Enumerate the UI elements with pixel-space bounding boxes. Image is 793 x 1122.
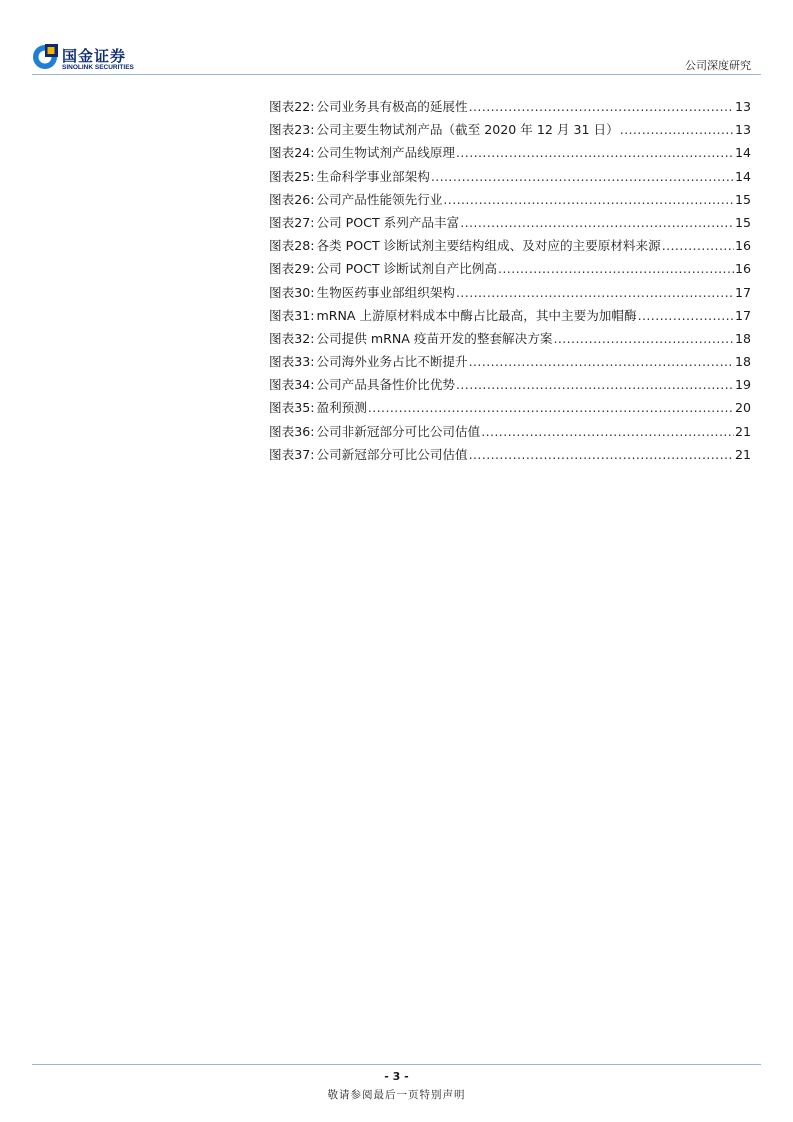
toc-entry-page: 20 xyxy=(734,400,751,416)
toc-entry-title: 生命科学事业部架构 xyxy=(316,168,430,184)
toc-entry[interactable] xyxy=(269,258,751,281)
toc-entry[interactable] xyxy=(269,374,751,397)
report-type: 公司深度研究 xyxy=(685,59,751,72)
toc-entry-page: 14 xyxy=(734,145,751,161)
toc-entry[interactable] xyxy=(269,351,751,374)
company-logo xyxy=(32,44,152,76)
toc-entry-page: 13 xyxy=(734,122,751,138)
toc-dot-leader xyxy=(469,354,734,369)
toc-dot-leader xyxy=(553,331,734,346)
toc-entry-title: 公司新冠部分可比公司估值 xyxy=(316,446,468,462)
toc-entry-title: 公司主要生物试剂产品（截至 2020 年 12 月 31 日） xyxy=(316,122,619,138)
sinolink-logo-icon xyxy=(32,44,58,70)
toc-entry-page: 21 xyxy=(734,446,751,462)
toc-entry-page: 21 xyxy=(734,423,751,439)
toc-entry-label: 图表37: xyxy=(269,446,315,462)
toc-entry-label: 图表31: xyxy=(269,307,315,323)
toc-entry[interactable] xyxy=(269,305,751,328)
toc-dot-leader xyxy=(431,169,734,184)
toc-entry-label: 图表33: xyxy=(269,354,315,370)
toc-entry-label: 图表35: xyxy=(269,400,315,416)
toc-entry-label: 图表24: xyxy=(269,145,315,161)
toc-entry-page: 17 xyxy=(734,307,751,323)
toc-dot-leader xyxy=(620,122,734,137)
toc-entry-label: 图表36: xyxy=(269,423,315,439)
toc-entry-label: 图表30: xyxy=(269,284,315,300)
disclaimer-note: 敬请参阅最后一页特别声明 xyxy=(327,1089,466,1101)
toc-entry-page: 15 xyxy=(734,214,751,230)
toc-entry-title: 公司生物试剂产品线原理 xyxy=(316,145,455,161)
toc-entry-label: 图表27: xyxy=(269,214,315,230)
header-divider xyxy=(32,74,761,75)
toc-entry-page: 18 xyxy=(734,354,751,370)
toc-entry[interactable] xyxy=(269,421,751,444)
toc-entry[interactable] xyxy=(269,397,751,420)
toc-entry-title: mRNA 上游原材料成本中酶占比最高，其中主要为加帽酶 xyxy=(316,307,637,323)
footer-divider xyxy=(32,1064,761,1065)
toc-entry-label: 图表26: xyxy=(269,191,315,207)
toc-entry[interactable] xyxy=(269,328,751,351)
toc-entry[interactable] xyxy=(269,142,751,165)
toc-entry[interactable] xyxy=(269,212,751,235)
toc-dot-leader xyxy=(638,308,734,323)
toc-entry-label: 图表29: xyxy=(269,261,315,277)
toc-dot-leader xyxy=(469,447,734,462)
toc-dot-leader xyxy=(498,261,734,276)
toc-dot-leader xyxy=(456,285,734,300)
toc-entry[interactable] xyxy=(269,444,751,467)
toc-entry-label: 图表25: xyxy=(269,168,315,184)
toc-entry-title: 各类 POCT 诊断试剂主要结构组成、及对应的主要原材料来源 xyxy=(316,238,661,254)
toc-entry-title: 公司产品具备性价比优势 xyxy=(316,377,455,393)
toc-entry-label: 图表28: xyxy=(269,238,315,254)
toc-entry[interactable] xyxy=(269,96,751,119)
toc-entry-title: 公司产品性能领先行业 xyxy=(316,191,443,207)
toc-entry-label: 图表22: xyxy=(269,99,315,114)
toc-entry-label: 图表32: xyxy=(269,330,315,346)
toc-entry-page: 16 xyxy=(734,238,751,254)
toc-entry-page: 13 xyxy=(734,99,751,114)
toc-dot-leader xyxy=(456,145,734,160)
page-number: - 3 - xyxy=(384,1070,409,1083)
logo-text-cn: 国金证券 xyxy=(62,47,127,65)
toc-entry-page: 16 xyxy=(734,261,751,277)
toc-entry-title: 公司 POCT 诊断试剂自产比例高 xyxy=(316,261,497,277)
toc-entry[interactable] xyxy=(269,235,751,258)
toc-entry-title: 生物医药事业部组织架构 xyxy=(316,284,455,300)
toc-dot-leader xyxy=(460,215,734,230)
toc-dot-leader xyxy=(456,377,734,392)
toc-entry[interactable] xyxy=(269,189,751,212)
toc-entry-title: 公司海外业务占比不断提升 xyxy=(316,354,468,370)
toc-entry-title: 盈利预测 xyxy=(316,400,367,416)
toc-entry-title: 公司非新冠部分可比公司估值 xyxy=(316,423,481,439)
toc-dot-leader xyxy=(368,400,734,415)
toc-entry-title: 公司 POCT 系列产品丰富 xyxy=(316,214,460,230)
toc-dot-leader xyxy=(443,192,734,207)
toc-entry[interactable] xyxy=(269,166,751,189)
toc-entry-page: 19 xyxy=(734,377,751,393)
toc-entry-page: 17 xyxy=(734,284,751,300)
toc-entry-title: 公司提供 mRNA 疫苗开发的整套解决方案 xyxy=(316,330,553,346)
toc-entry[interactable] xyxy=(269,119,751,142)
toc-dot-leader xyxy=(481,424,734,439)
toc-entry-label: 图表34: xyxy=(269,377,315,393)
logo-text-en: SINOLINK SECURITIES xyxy=(62,64,134,71)
toc-dot-leader xyxy=(662,238,734,253)
figure-list xyxy=(269,96,751,467)
toc-entry[interactable] xyxy=(269,282,751,305)
toc-entry-page: 15 xyxy=(734,191,751,207)
toc-entry-page: 18 xyxy=(734,330,751,346)
toc-entry-label: 图表23: xyxy=(269,122,315,138)
toc-entry-title: 公司业务具有极高的延展性 xyxy=(316,99,468,114)
toc-dot-leader xyxy=(469,99,734,114)
toc-entry-page: 14 xyxy=(734,168,751,184)
